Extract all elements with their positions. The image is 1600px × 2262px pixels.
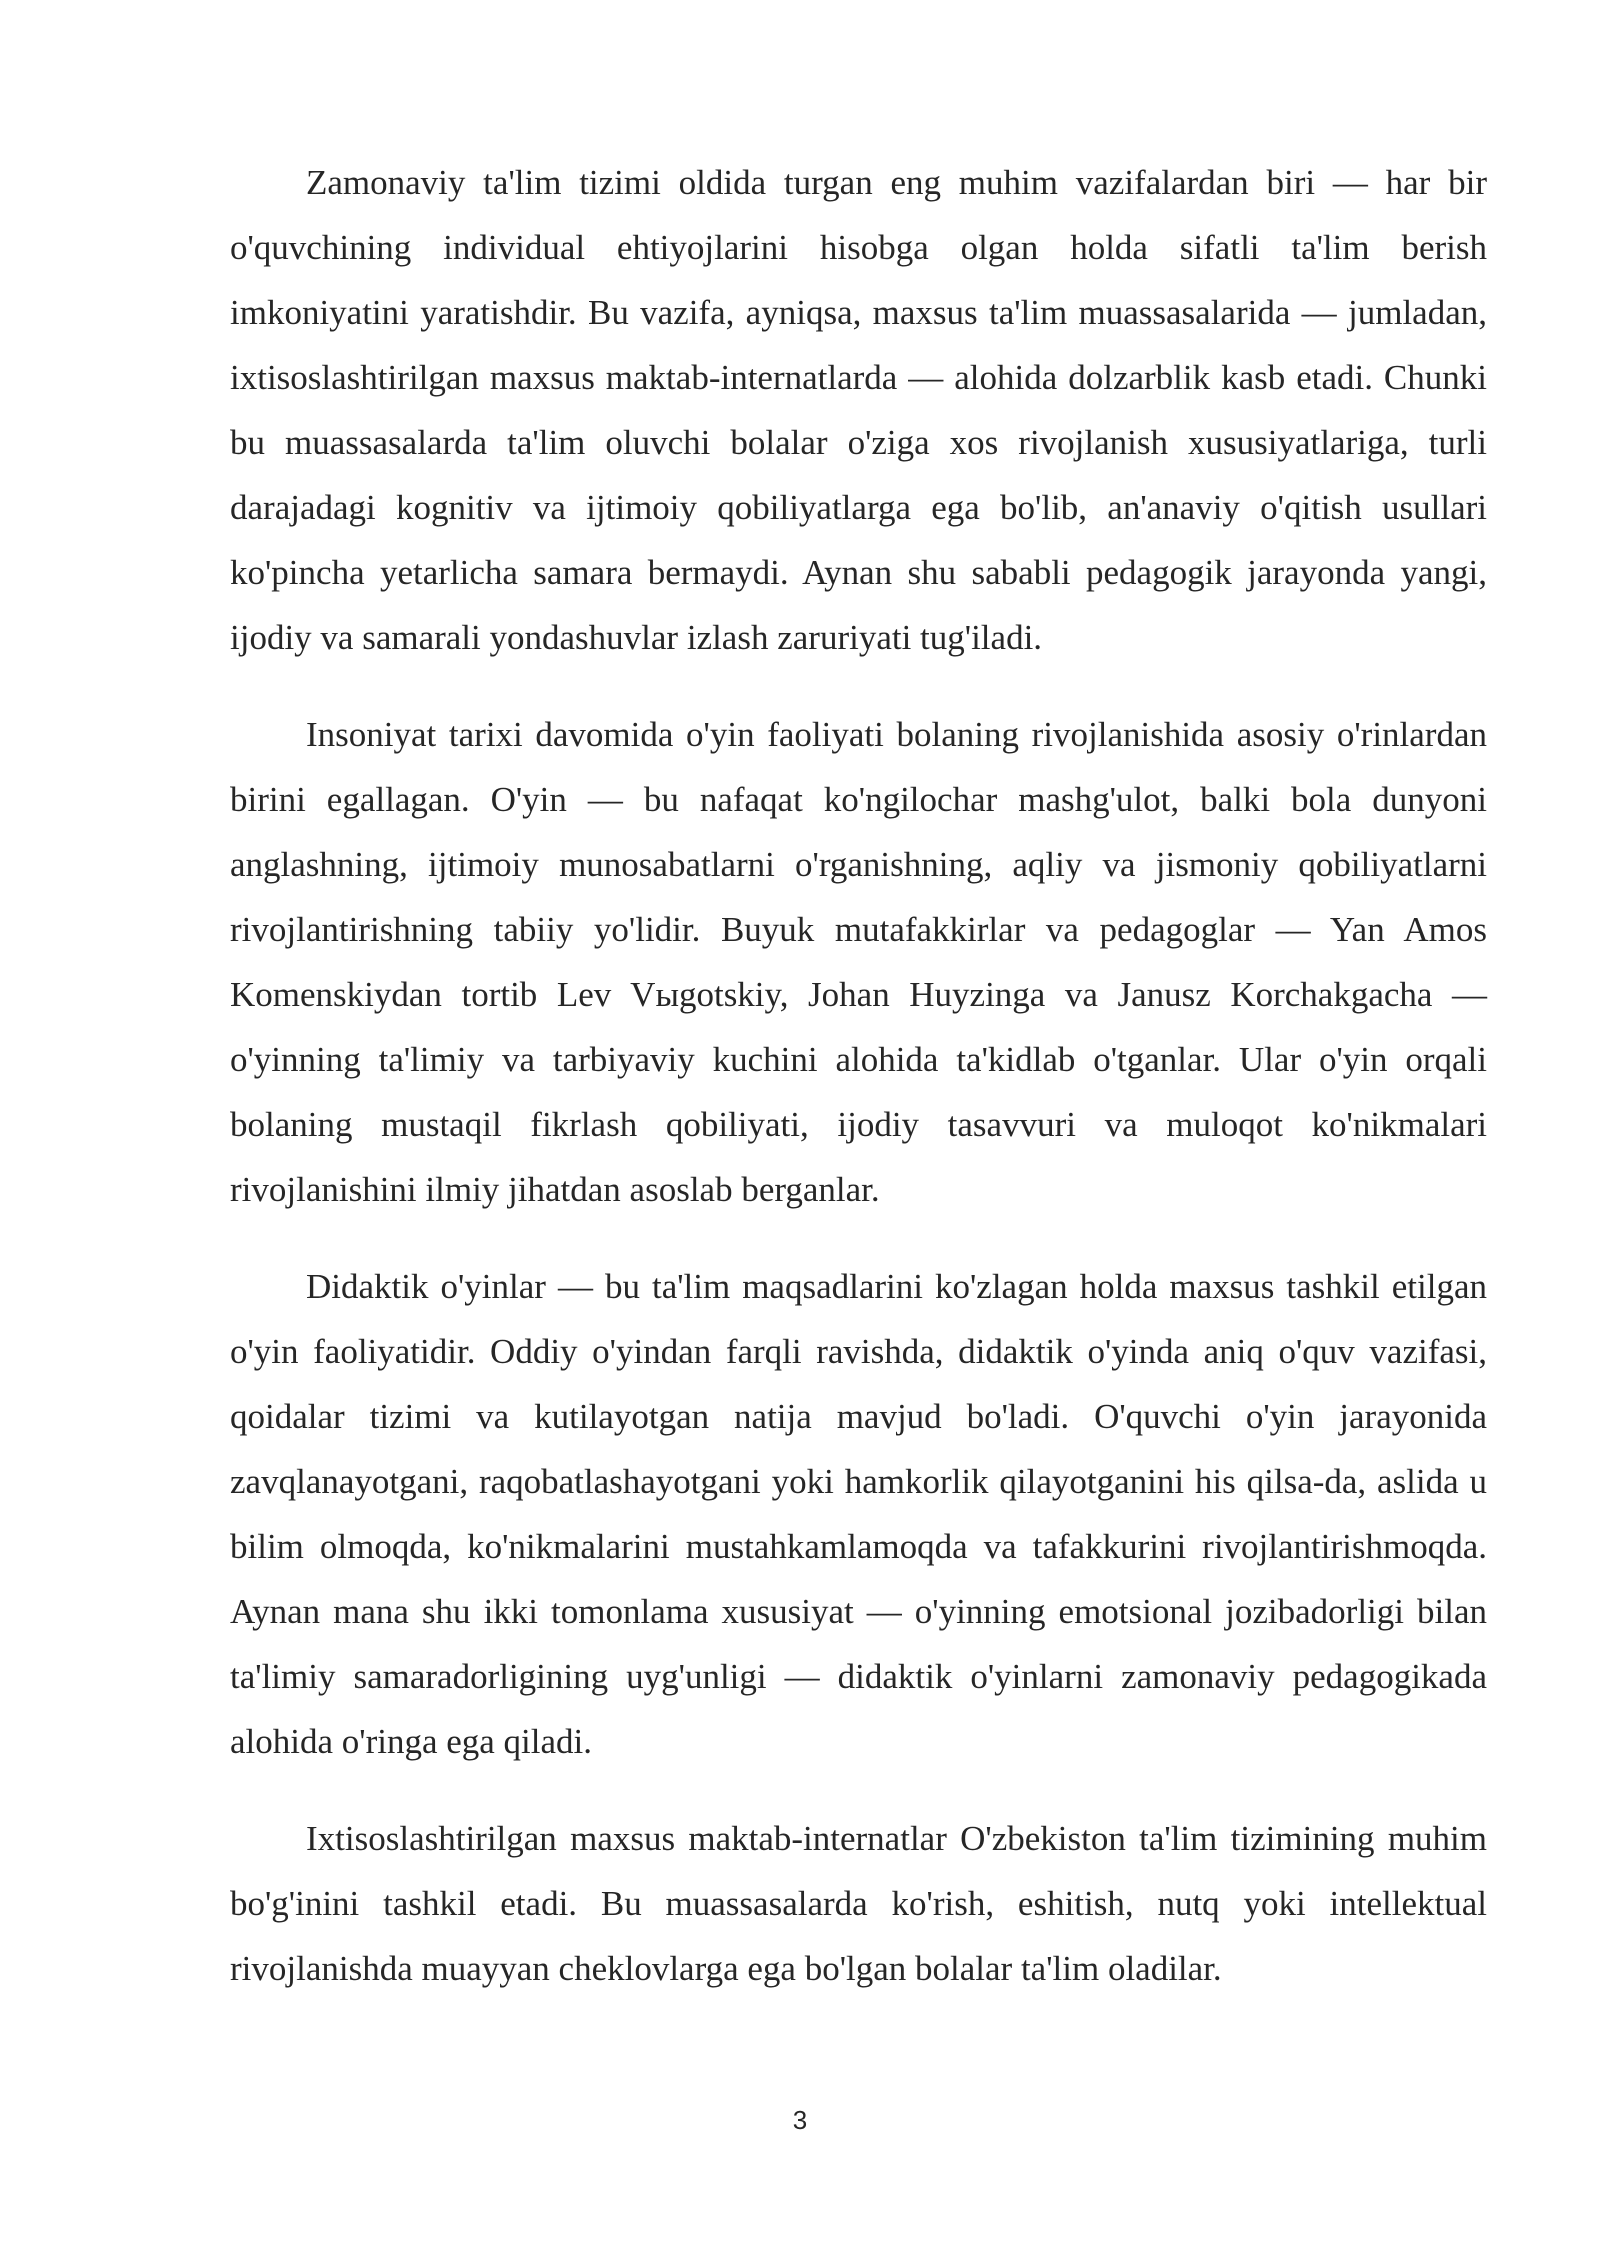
paragraph-1: Zamonaviy ta'lim tizimi oldida turgan eng muhim vazifalardan biri — har bir o'quvchining individual ehtiyojlarini hisobga olgan holda sifatli ta'lim berish imkoniyatini yaratishdir. Bu vazifa, ayniqsa, maxsus ta'lim muassasalarida — jumladan, ixtisoslashtirilgan maxsus maktab-internatlarda — alohida dolzarblik kasb etadi. Chunki bu muassasalarda ta'lim oluvchi bolalar o'ziga xos rivojlanish xususiyatlariga, turli darajadagi kognitiv va ijtimoiy qobiliyatlarga ega bo'lib, an'anaviy o'qitish usullari ko'pincha yetarlicha samara bermaydi. Aynan shu sababli pedagogik jarayonda yangi, ijodiy va samarali yondashuvlar izlash zaruriyati tug'iladi. [230, 163, 1487, 657]
paragraph-4: Ixtisoslashtirilgan maxsus maktab-internatlar O'zbekiston ta'lim tizimining muhim bo'g'inini tashkil etadi. Bu muassasalarda ko'rish, eshitish, nutq yoki intellektual rivojlanishda muayyan cheklovlarga ega bo'lgan bolalar ta'lim oladilar. [230, 1819, 1487, 1988]
page-number: 3 [792, 2105, 808, 2135]
body-text [230, 150, 1487, 2033]
paragraph-2: Insoniyat tarixi davomida o'yin faoliyati bolaning rivojlanishida asosiy o'rinlardan birini egallagan. O'yin — bu nafaqat ko'ngilochar mashg'ulot, balki bola dunyoni anglashning, ijtimoiy munosabatlarni o'rganishning, aqliy va jismoniy qobiliyatlarni rivojlantirishning tabiiy yo'lidir. Buyuk mutafakkirlar va pedagoglar — Yan Amos Komenskiydan tortib Lev Vыgotskiy, Johan Huyzinga va Janusz Korchakgacha — o'yinning ta'limiy va tarbiyaviy kuchini alohida ta'kidlab o'tganlar. Ular o'yin orqali bolaning mustaqil fikrlash qobiliyati, ijodiy tasavvuri va muloqot ko'nikmalari rivojlanishini ilmiy jihatdan asoslab berganlar. [230, 715, 1487, 1209]
paragraph-3: Didaktik o'yinlar — bu ta'lim maqsadlarini ko'zlagan holda maxsus tashkil etilgan o'yin faoliyatidir. Oddiy o'yindan farqli ravishda, didaktik o'yinda aniq o'quv vazifasi, qoidalar tizimi va kutilayotgan natija mavjud bo'ladi. O'quvchi o'yin jarayonida zavqlanayotgani, raqobatlashayotgani yoki hamkorlik qilayotganini his qilsa-da, aslida u bilim olmoqda, ko'nikmalarini mustahkamlamoqda va tafakkurini rivojlantirishmoqda. Aynan mana shu ikki tomonlama xususiyat — o'yinning emotsional jozibadorligi bilan ta'limiy samaradorligining uyg'unligi — didaktik o'yinlarni zamonaviy pedagogikada alohida o'ringa ega qiladi. [230, 1267, 1487, 1761]
